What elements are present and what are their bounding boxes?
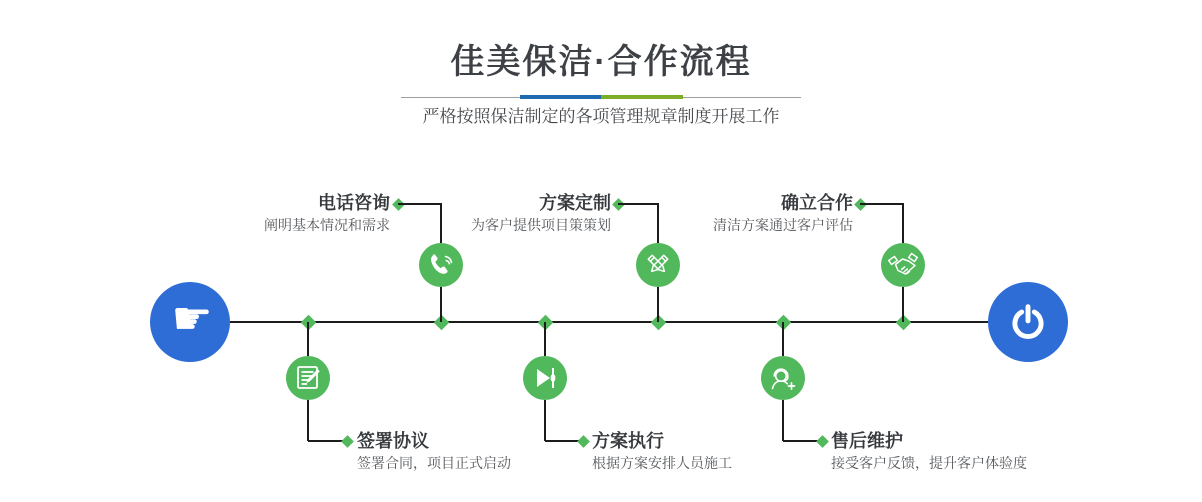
step-title: 签署协议 bbox=[357, 431, 429, 451]
connector bbox=[440, 287, 442, 322]
play-slider-icon bbox=[523, 356, 567, 400]
connector bbox=[544, 400, 546, 441]
connector bbox=[657, 287, 659, 322]
connector bbox=[860, 203, 903, 205]
step-desc: 阐明基本情况和需求 bbox=[264, 217, 390, 233]
connector bbox=[307, 400, 309, 441]
connector bbox=[902, 287, 904, 322]
power-icon bbox=[1004, 298, 1052, 346]
connector bbox=[902, 203, 904, 243]
connector bbox=[307, 322, 309, 356]
connector bbox=[544, 322, 546, 356]
timeline-line bbox=[230, 321, 988, 323]
step-title: 方案执行 bbox=[592, 431, 664, 451]
timeline-end-node bbox=[988, 282, 1068, 362]
step-desc: 根据方案安排人员施工 bbox=[592, 455, 732, 471]
handshake-icon bbox=[881, 243, 925, 287]
step-desc: 签署合同，项目正式启动 bbox=[357, 455, 511, 471]
crossed-pencils-icon bbox=[636, 243, 680, 287]
connector bbox=[782, 400, 784, 441]
step-desc: 接受客户反馈，提升客户体验度 bbox=[831, 455, 1027, 471]
step-desc: 为客户提供项目策策划 bbox=[471, 217, 611, 233]
divider-green-segment bbox=[601, 95, 683, 99]
step-title: 电话咨询 bbox=[318, 193, 390, 213]
document-pen-icon bbox=[286, 356, 330, 400]
headset-plus-icon bbox=[761, 356, 805, 400]
page-subtitle: 严格按照保洁制定的各项管理规章制度开展工作 bbox=[422, 107, 780, 126]
step-desc: 清洁方案通过客户评估 bbox=[713, 217, 853, 233]
pointing-hand-icon: ☛ bbox=[171, 291, 213, 345]
step-title: 方案定制 bbox=[539, 193, 611, 213]
connector bbox=[782, 322, 784, 356]
divider-blue-segment bbox=[520, 95, 601, 99]
timeline-start-node bbox=[150, 282, 230, 362]
page-title: 佳美保洁·合作流程 bbox=[450, 43, 752, 81]
phone-icon bbox=[419, 243, 463, 287]
step-title: 确立合作 bbox=[781, 193, 853, 213]
step-title: 售后维护 bbox=[831, 431, 903, 451]
title-divider bbox=[401, 95, 801, 99]
label-diamond bbox=[341, 435, 354, 448]
